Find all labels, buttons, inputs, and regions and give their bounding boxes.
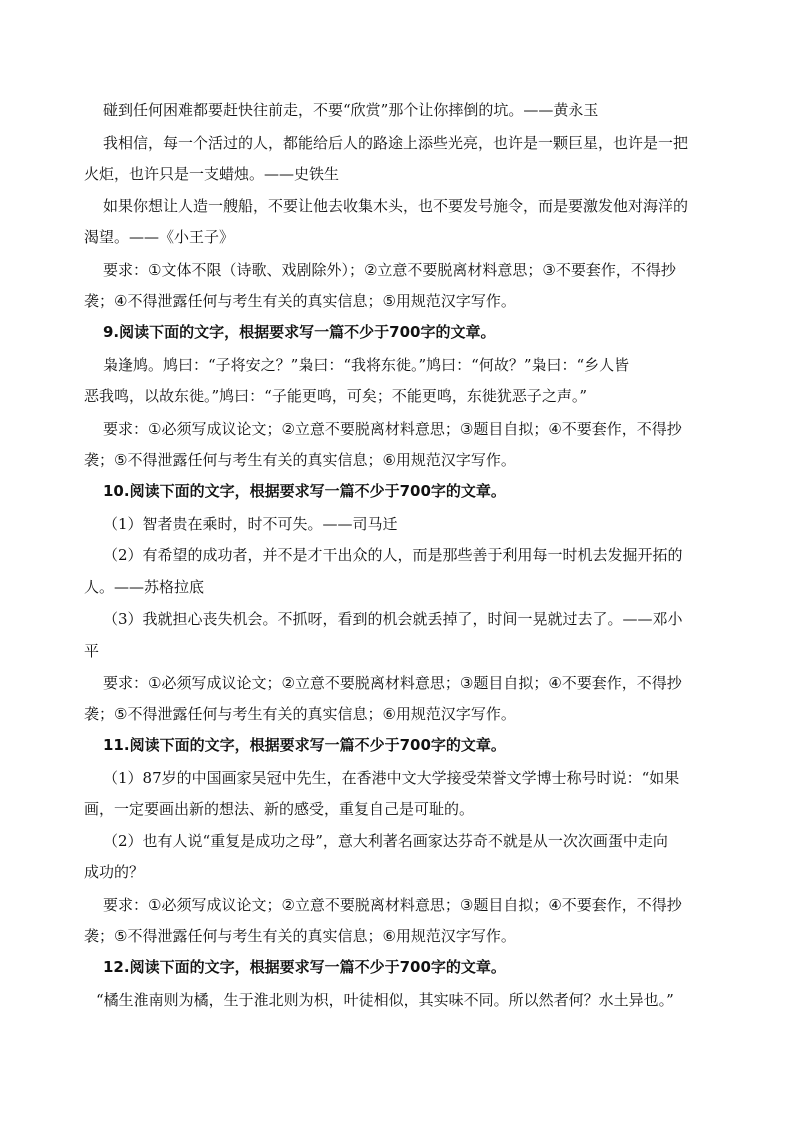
quote-shi-tiesheng-line1: 我相信，每一个活过的人，都能给后人的路途上添些光亮，也许是一颗巨星，也许是一把 [103,134,689,152]
question-10-item2-line1: （2）有希望的成功者，并不是才干出众的人，而是那些善于利用每一时机去发掘开拓的 [103,546,683,564]
question-10-item3-line2: 平 [84,642,100,660]
requirements-9-line1: 要求：①必须写成议论文；②立意不要脱离材料意思；③题目自拟；④不要套作，不得抄 [103,420,682,438]
question-9-text-line2: 恶我鸣，以故东徙。”鸠曰：“子能更鸣，可矣；不能更鸣，东徙犹恶子之声。” [84,387,588,405]
question-9-heading: 9.阅读下面的文字，根据要求写一篇不少于700字的文章。 [103,323,496,341]
question-10-item1: （1）智者贵在乘时，时不可失。——司马迁 [103,515,398,533]
question-10-item3-line1: （3）我就担心丧失机会。不抓呀，看到的机会就丢掉了，时间一晃就过去了。——邓小 [103,610,683,628]
quote-little-prince-line1: 如果你想让人造一艘船，不要让他去收集木头，也不要发号施令，而是要激发他对海洋的 [103,197,689,215]
requirements-11-line2: 袭；⑤不得泄露任何与考生有关的真实信息；⑥用规范汉字写作。 [84,927,516,945]
question-12-text: “橘生淮南则为橘，生于淮北则为枳，叶徒相似，其实味不同。所以然者何？水土异也。” [96,991,674,1009]
quote-huang-yongyu: 碰到任何困难都要赶快往前走，不要“欣赏”那个让你摔倒的坑。——黄永玉 [103,101,599,119]
question-9-text-line1: 枭逢鸠。鸠曰：“子将安之？”枭曰：“我将东徙。”鸠曰：“何故？”枭曰：“乡人皆 [103,356,630,374]
question-11-item2-line2: 成功的？ [84,863,145,881]
requirements-10-line1: 要求：①必须写成议论文；②立意不要脱离材料意思；③题目自拟；④不要套作，不得抄 [103,674,682,692]
requirements-10-line2: 袭；⑤不得泄露任何与考生有关的真实信息；⑥用规范汉字写作。 [84,705,516,723]
requirements-8-line1: 要求：①文体不限（诗歌、戏剧除外）；②立意不要脱离材料意思；③不要套作，不得抄 [103,261,676,279]
question-11-item2-line1: （2）也有人说“重复是成功之母”，意大利著名画家达芬奇不就是从一次次画蛋中走向 [103,832,668,850]
question-11-item1-line1: （1）87岁的中国画家吴冠中先生，在香港中文大学接受荣誉文学博士称号时说：“如果 [103,769,680,787]
requirements-11-line1: 要求：①必须写成议论文；②立意不要脱离材料意思；③题目自拟；④不要套作，不得抄 [103,896,682,914]
question-11-heading: 11.阅读下面的文字，根据要求写一篇不少于700字的文章。 [103,736,506,754]
question-10-item2-line2: 人。——苏格拉底 [84,578,205,596]
question-10-heading: 10.阅读下面的文字，根据要求写一篇不少于700字的文章。 [103,482,506,500]
question-12-heading: 12.阅读下面的文字，根据要求写一篇不少于700字的文章。 [103,958,506,976]
requirements-9-line2: 袭；⑤不得泄露任何与考生有关的真实信息；⑥用规范汉字写作。 [84,451,516,469]
quote-shi-tiesheng-line2: 火炬，也许只是一支蜡烛。——史铁生 [84,165,340,183]
requirements-8-line2: 袭；④不得泄露任何与考生有关的真实信息；⑤用规范汉字写作。 [84,292,516,310]
quote-little-prince-line2: 渴望。——《小王子》 [84,228,235,246]
question-11-item1-line2: 画，一定要画出新的想法、新的感受，重复自己是可耻的。 [84,800,475,818]
